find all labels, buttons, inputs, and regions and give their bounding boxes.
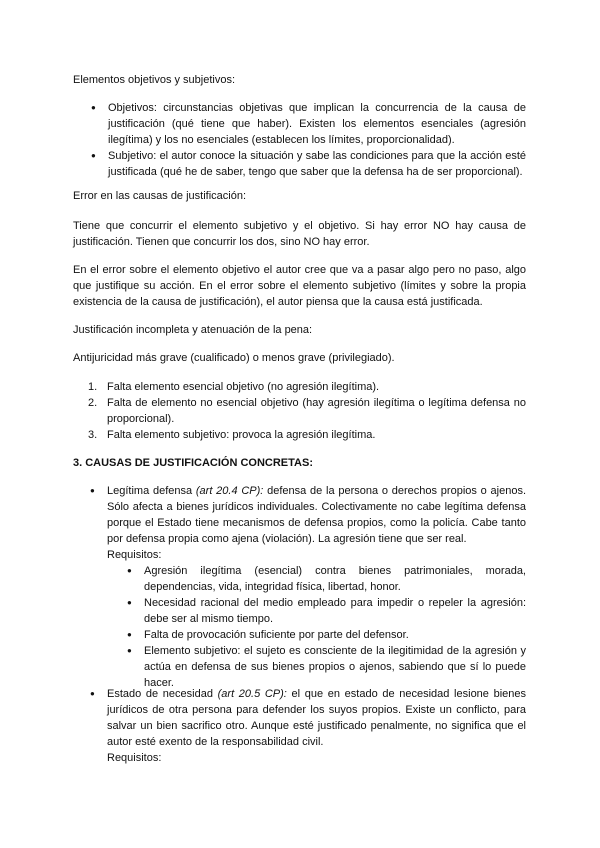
bullet-icon: ●: [90, 689, 95, 698]
list-item: ● Objetivos: circunstancias objetivas que implican la concurrencia de la causa de justificación (qué tiene que haber). Existen los elementos esenciales (agresión ilegítima) y los no esenciales (establecen los límites, proporcionalidad).: [91, 102, 526, 146]
list-item: 3. Falta elemento subjetivo: provoca la agresión ilegítima.: [88, 429, 376, 441]
list-item: ● Elemento subjetivo: el sujeto es consciente de la ilegitimidad de la agresión y actúa en defensa de sus bienes propios o ajenos, sabiendo que sí lo puede hacer.: [127, 645, 526, 689]
term: Legítima defensa: [107, 485, 193, 497]
bullet-icon: ●: [90, 486, 95, 495]
incomplete-list: [88, 379, 526, 443]
section-heading: 3. CAUSAS DE JUSTIFICACIÓN CONCRETAS:: [73, 457, 313, 469]
bullet-icon: ●: [127, 630, 132, 639]
bullet-icon: ●: [91, 103, 96, 112]
estado-necesidad-item: ● Estado de necesidad (art 20.5 CP): el que en estado de necesidad lesione bienes jurídicos de otra persona para defender los suyos propios. Existe un conflicto, para salvar un bien sacrifico otro. Aunque esté justificado penalmente, no significa que el autor esté exento de la responsabilidad civil. Requisitos:: [90, 688, 526, 764]
bullet-icon: ●: [91, 151, 96, 160]
list-item: ● Agresión ilegítima (esencial) contra bienes patrimoniales, morada, dependencias, vida, integridad física, libertad, honor.: [127, 565, 526, 593]
error-title: Error en las causas de justificación:: [73, 190, 247, 202]
incomplete-paragraph: Antijuricidad más grave (cualificado) o menos grave (privilegiado).: [73, 352, 395, 364]
list-item: ● Falta de provocación suficiente por parte del defensor.: [127, 629, 409, 641]
article-ref: (art 20.4 CP):: [195, 485, 264, 497]
legitima-defensa-item: ● Legítima defensa (art 20.4 CP): defensa de la persona o derechos propios o ajenos. Sólo afecta a bienes jurídicos individuales. Colectivamente no cabe legítima defensa porque el Estado tiene mecanismos de defensa propios, como la policía. Cabe tanto por defensa propia como ajena (violación). La agresión tiene que ser real. Requisitos: ● Agresión ilegítima (esencial) contra bienes patrimoniales, morada, dependencias, vida, integridad física, libertad, honor. ● Necesidad racional del medio empleado para impedir o repeler la agresión: debe ser al mismo tiempo. ● Falta de provocación suficiente por parte del defensor. ● Elemento subjetivo: el sujeto es consciente de la ilegitimidad de la agresión y actúa en defensa de sus bienes propios o ajenos, sabiendo que sí lo puede hacer.: [90, 485, 527, 689]
list-item: 2. Falta de elemento no esencial objetivo (hay agresión ilegítima o legítima defensa no proporcional).: [88, 397, 526, 425]
error-paragraph-1: Tiene que concurrir el elemento subjetivo y el objetivo. Si hay error NO hay causa de justificación. Tienen que concurrir los dos, sino NO hay error.: [73, 220, 526, 248]
objective-subjective-title: Elementos objetivos y subjetivos:: [73, 74, 236, 86]
list-item: ● Necesidad racional del medio empleado para impedir o repeler la agresión: debe ser al mismo tiempo.: [127, 597, 526, 625]
requisitos-list: [127, 563, 526, 691]
error-paragraph-2: En el error sobre el elemento objetivo el autor cree que va a pasar algo pero no paso, algo que justifique su acción. En el error sobre el elemento subjetivo (límites y sobre la propia existencia de la causa de justificación), el autor piensa que la causa está justificada.: [73, 264, 526, 308]
list-item: ● Subjetivo: el autor conoce la situación y sabe las condiciones para que la acción esté justificada (qué he de saber, tengo que saber que la defensa ha de ser proporcional).: [91, 150, 526, 178]
objective-subjective-list: [91, 100, 526, 180]
bullet-icon: ●: [127, 566, 132, 575]
term: Estado de necesidad: [107, 688, 213, 700]
article-ref: (art 20.5 CP):: [217, 688, 287, 700]
requisitos-label: Requisitos:: [107, 549, 162, 561]
incomplete-title: Justificación incompleta y atenuación de la pena:: [73, 324, 313, 336]
bullet-icon: ●: [127, 646, 132, 655]
bullet-icon: ●: [127, 598, 132, 607]
list-item: 1. Falta elemento esencial objetivo (no agresión ilegítima).: [88, 381, 380, 393]
requisitos-label: Requisitos:: [107, 752, 162, 764]
